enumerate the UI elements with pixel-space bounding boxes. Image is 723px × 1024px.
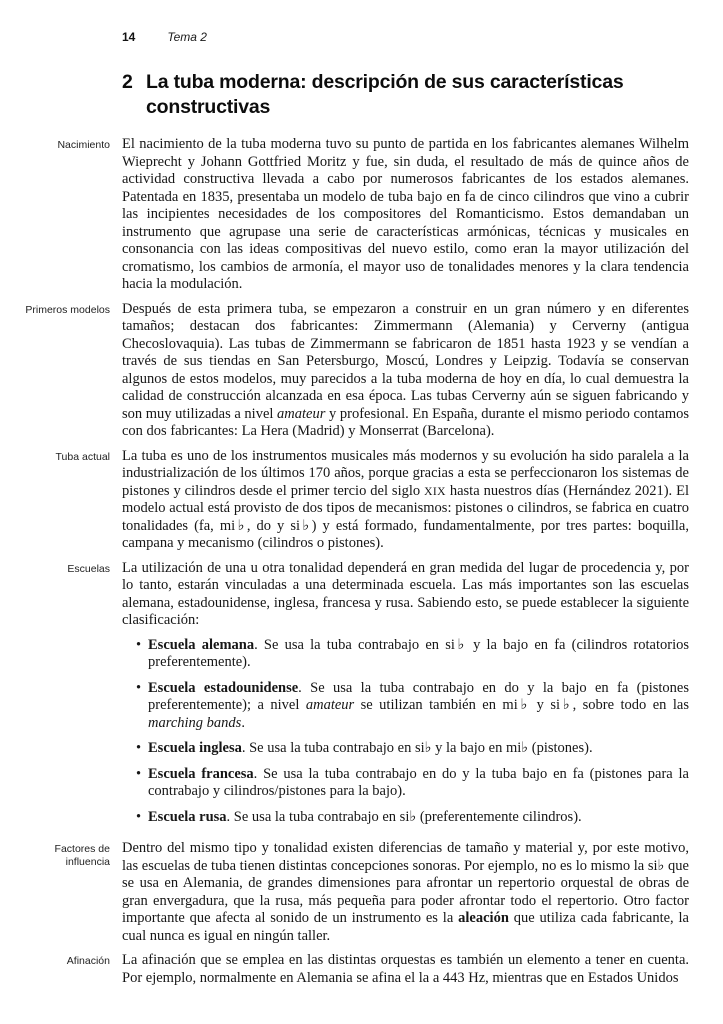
bullet-icon: • xyxy=(136,765,142,782)
page-content xyxy=(22,136,723,987)
section-number: 2 xyxy=(122,71,133,93)
list-item xyxy=(122,637,689,672)
gutter-gap xyxy=(110,952,122,987)
running-title: Tema 2 xyxy=(167,30,207,44)
bullet-list-body xyxy=(122,637,689,835)
list-item xyxy=(122,809,689,827)
gutter-gap xyxy=(110,840,122,945)
section-title-line1: La tuba moderna: descripción de sus características xyxy=(146,71,624,93)
bullet-icon: • xyxy=(136,679,142,696)
paragraph-text: El nacimiento de la tuba moderna tuvo su punto de partida en los fabricantes alemanes Wilhelm Wieprecht y Johann Gottfried Moritz y fue, sin duda, el resultado de más de quince años de actividad constructiva llevada a cabo por numerosos fabricantes de los estados alemanes. Patentada en 1835, presentaba un modelo de tuba bajo en fa de cinco cilindros que vino a cubrir las incipientes necesidades de los compositores del Romanticismo. Estos demandaban un instrumento que agrupase una serie de características armónicas, técnicas y musicales en consonancia con las ideas compositivas del nuevo estilo, como eran la mayor utilización del cromatismo, los cambios de armonía, el mayor uso de tonalidades menores y la clara tendencia hacia la modulación. xyxy=(122,136,689,292)
running-header xyxy=(122,30,723,44)
gutter-gap xyxy=(110,136,122,294)
margin-label: Tuba actual xyxy=(55,450,110,463)
section-title-line2: constructivas xyxy=(146,96,271,118)
margin-label-empty xyxy=(22,637,110,835)
paragraph-primeros-modelos xyxy=(22,301,723,441)
bullet-text: Escuela inglesa. Se usa la tuba contrabajo en si♭ y la bajo en mi♭ (pistones). xyxy=(148,740,593,756)
paragraph-text: Dentro del mismo tipo y tonalidad existen diferencias de tamaño y material y, por este motivo, las escuelas de tuba tienen distintas concepciones sonoras. Por ejemplo, no es lo mismo la si♭ que se usa en Alemania, de grandes dimensiones para afrontar un repertorio orquestal de obras de gran envergadura, que la rusa, más pequeña para poder afrontar todo el repertorio. Otro factor importante que afecta al sonido de un instrumento es la aleación que utiliza cada fabricante, la cual nunca es igual en ningún taller. xyxy=(122,840,689,944)
paragraph-tuba-actual xyxy=(22,448,723,553)
list-item xyxy=(122,680,689,733)
section-title-text xyxy=(146,70,666,120)
margin-label: Escuelas xyxy=(67,562,110,575)
paragraph-factores-de-influencia xyxy=(22,840,723,945)
page-number: 14 xyxy=(122,30,136,44)
paragraph-text: La utilización de una u otra tonalidad dependerá en gran medida del lugar de procedencia y, por lo tanto, estarán vinculadas a una determinada escuela. Las más importantes son las escuelas alemana, estadounidense, inglesa, francesa y rusa. Sabiendo esto, se puede establecer la siguiente clasificación: xyxy=(122,559,689,628)
bullet-text: Escuela rusa. Se usa la tuba contrabajo en si♭ (preferentemente cilindros). xyxy=(148,808,582,825)
schools-bullet-list xyxy=(22,637,723,835)
paragraph-afinacion xyxy=(22,952,723,987)
gutter-gap xyxy=(110,448,122,553)
gutter-gap xyxy=(110,637,122,835)
list-item xyxy=(122,740,689,758)
paragraph-text: La tuba es uno de los instrumentos musicales más modernos y su evolución ha sido paralela a la industrialización de los últimos 170 años, porque gracias a esta se perfeccionaron los sistemas de pistones y cilindros desde el primer tercio del siglo XIX hasta nuestros días (Hernández 2021). El modelo actual está provisto de dos tipos de mecanismos: pistones o cilindros, se fabrica en cuatro tonalidades (fa, mi♭, do y si♭) y está formado, fundamentalmente, por tres partes: boquilla, campana y mecanismo (cilindros o pistones). xyxy=(122,447,689,551)
gutter-gap xyxy=(110,560,122,630)
gutter-gap xyxy=(110,301,122,441)
paragraph-escuelas xyxy=(22,560,723,630)
paragraph-nacimiento xyxy=(22,136,723,294)
bullet-text: Escuela alemana. Se usa la tuba contrabajo en si♭ y la bajo en fa (cilindros rotatorios preferentemente). xyxy=(148,636,690,670)
bullet-text: Escuela francesa. Se usa la tuba contrabajo en do y la tuba bajo en fa (pistones para la contrabajo y cilindros/pistones para la bajo). xyxy=(148,765,689,799)
bullet-icon: • xyxy=(136,740,142,756)
list-item xyxy=(122,766,689,801)
paragraph-text: La afinación que se emplea en las distintas orquestas es también un elemento a tener en cuenta. Por ejemplo, normalmente en Alemania se afina el la a 443 Hz, mientras que en Estados Unidos xyxy=(122,952,689,986)
margin-label: Primeros modelos xyxy=(25,303,110,316)
margin-label: Nacimiento xyxy=(57,139,110,151)
bullet-icon: • xyxy=(136,636,142,653)
bullet-icon: • xyxy=(136,808,142,825)
bullet-text: Escuela estadounidense. Se usa la tuba contrabajo en do y la bajo en fa (pistones preferentemente); a nivel amateur se utilizan también en mi♭ y si♭, sobre todo en las marching bands. xyxy=(148,679,689,731)
margin-label: Afinación xyxy=(66,955,110,967)
margin-label: Factores de influencia xyxy=(54,843,110,868)
section-title xyxy=(122,70,723,120)
paragraph-text: Después de esta primera tuba, se empezaron a construir en un gran número y en diferentes tamaños; destacan dos fabricantes: Zimmermann (Alemania) y Cerverny (antigua Checoslovaquia). Las tubas de Zimmermann se fabricaron de 1851 hasta 1923 y se vendían a través de sus tiendas en San Petersburgo, Moscú, Londres y Leipzig. Todavía se conservan algunos de estos modelos, muy parecidos a la tuba moderna de hoy en día, lo cual demuestra la calidad de construcción alcanzada en esa época. Las tubas Cerverny aún se siguen fabricando y son muy utilizadas a nivel amateur y profesional. En España, durante el mismo periodo contamos con dos fabricantes: La Hera (Madrid) y Monserrat (Barcelona). xyxy=(122,300,690,439)
